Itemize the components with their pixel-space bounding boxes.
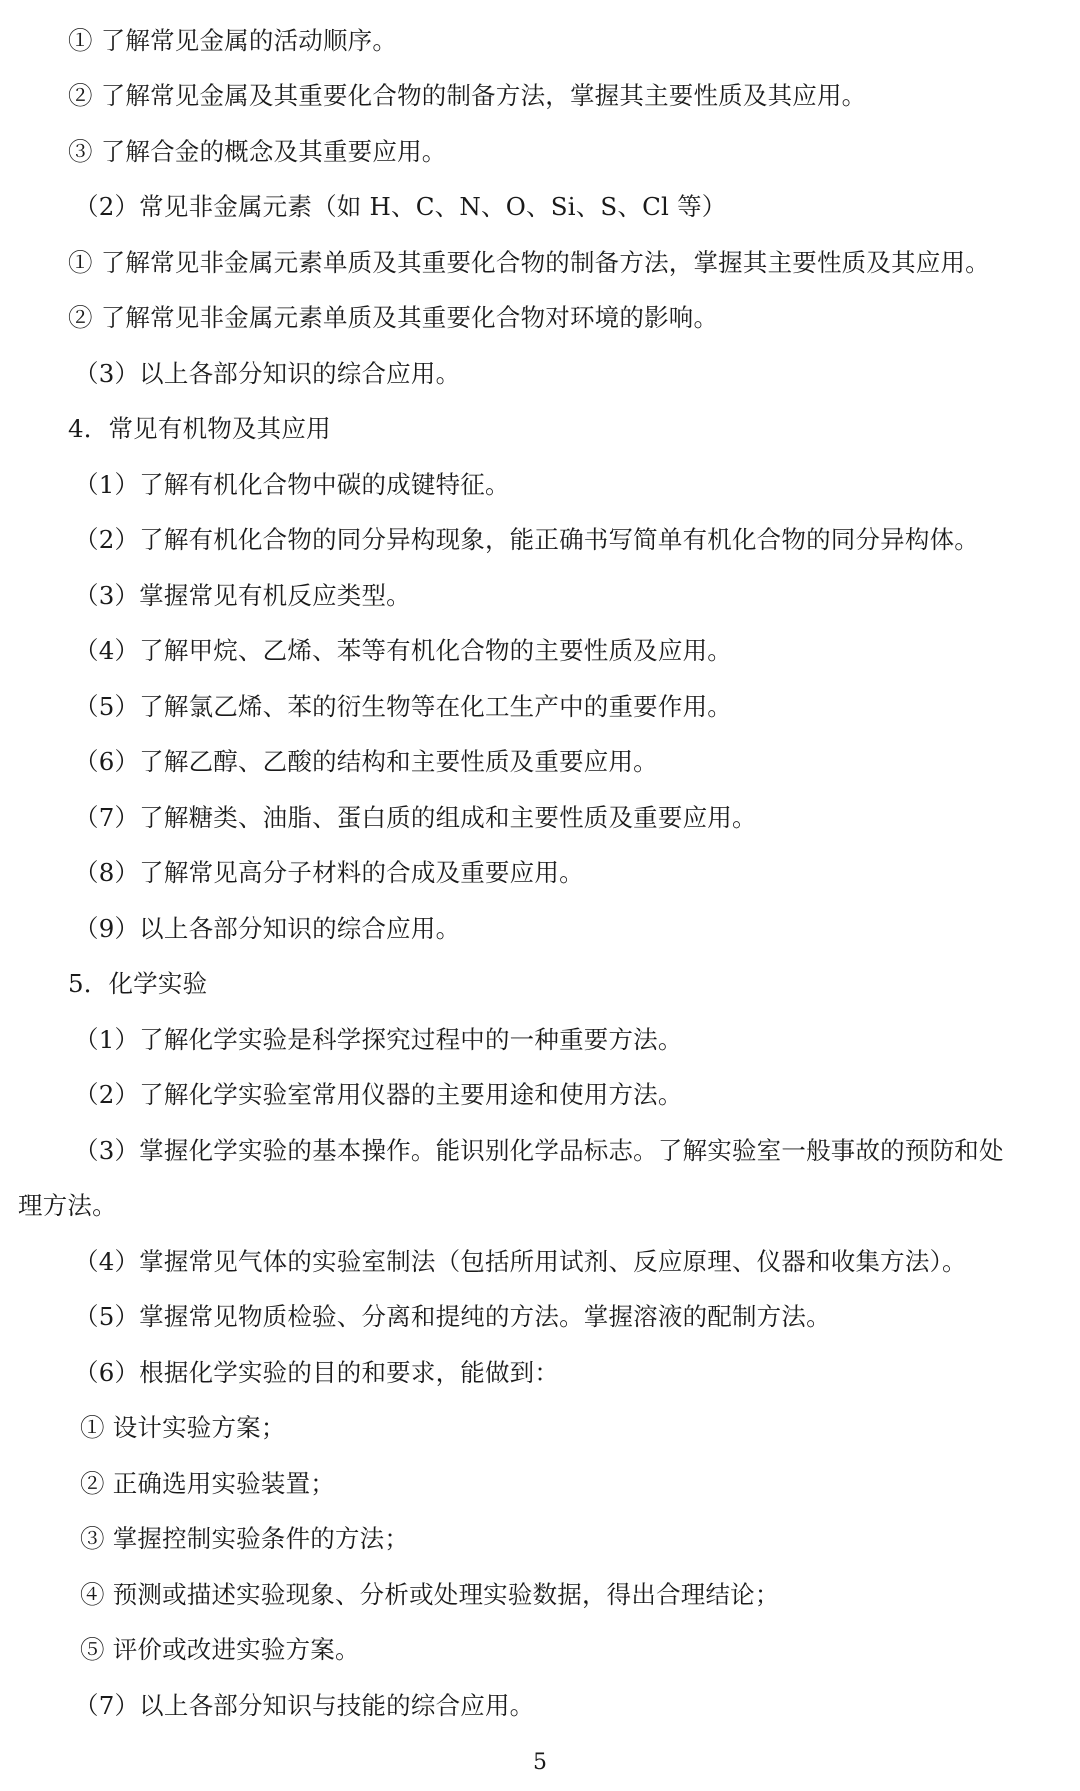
text-line: ① 了解常见金属的活动顺序。	[68, 26, 398, 55]
text-line: （3）掌握常见有机反应类型。	[74, 581, 411, 610]
text-line: （1）了解化学实验是科学探究过程中的一种重要方法。	[74, 1025, 683, 1054]
text-line: （2）了解有机化合物的同分异构现象，能正确书写简单有机化合物的同分异构体。	[74, 525, 979, 554]
text-line: （3）以上各部分知识的综合应用。	[74, 359, 461, 388]
text-line: （2）了解化学实验室常用仪器的主要用途和使用方法。	[74, 1080, 683, 1109]
text-line: ③ 掌握控制实验条件的方法；	[80, 1524, 410, 1553]
text-line: （1）了解有机化合物中碳的成键特征。	[74, 470, 510, 499]
text-line: （2）常见非金属元素（如 H、C、N、O、Si、S、Cl 等）	[74, 192, 727, 221]
text-line: ② 了解常见非金属元素单质及其重要化合物对环境的影响。	[68, 303, 719, 332]
text-line: ④ 预测或描述实验现象、分析或处理实验数据，得出合理结论；	[80, 1580, 780, 1609]
text-line: （3）掌握化学实验的基本操作。能识别化学品标志。了解实验室一般事故的预防和处	[74, 1136, 1004, 1165]
text-line: ⑤ 评价或改进实验方案。	[80, 1635, 360, 1664]
text-line: ③ 了解合金的概念及其重要应用。	[68, 137, 447, 166]
text-line: （7）了解糖类、油脂、蛋白质的组成和主要性质及重要应用。	[74, 803, 757, 832]
text-line: ② 了解常见金属及其重要化合物的制备方法，掌握其主要性质及其应用。	[68, 81, 867, 110]
text-line: （7）以上各部分知识与技能的综合应用。	[74, 1691, 535, 1720]
text-line: （9）以上各部分知识的综合应用。	[74, 914, 461, 943]
text-line: ① 设计实验方案；	[80, 1413, 286, 1442]
text-line: 理方法。	[18, 1191, 117, 1220]
text-line: （5）掌握常见物质检验、分离和提纯的方法。掌握溶液的配制方法。	[74, 1302, 831, 1331]
text-line: ② 正确选用实验装置；	[80, 1469, 335, 1498]
page-number: 5	[533, 1750, 547, 1775]
text-line: （4）掌握常见气体的实验室制法（包括所用试剂、反应原理、仪器和收集方法）。	[74, 1247, 967, 1276]
text-line: （6）了解乙醇、乙酸的结构和主要性质及重要应用。	[74, 747, 658, 776]
text-line: （6）根据化学实验的目的和要求，能做到：	[74, 1358, 560, 1387]
section-heading: 4．常见有机物及其应用	[68, 414, 331, 443]
text-line: ① 了解常见非金属元素单质及其重要化合物的制备方法，掌握其主要性质及其应用。	[68, 248, 990, 277]
text-line: （4）了解甲烷、乙烯、苯等有机化合物的主要性质及应用。	[74, 636, 732, 665]
text-line: （5）了解氯乙烯、苯的衍生物等在化工生产中的重要作用。	[74, 692, 732, 721]
text-line: （8）了解常见高分子材料的合成及重要应用。	[74, 858, 584, 887]
section-heading: 5．化学实验	[68, 969, 208, 998]
